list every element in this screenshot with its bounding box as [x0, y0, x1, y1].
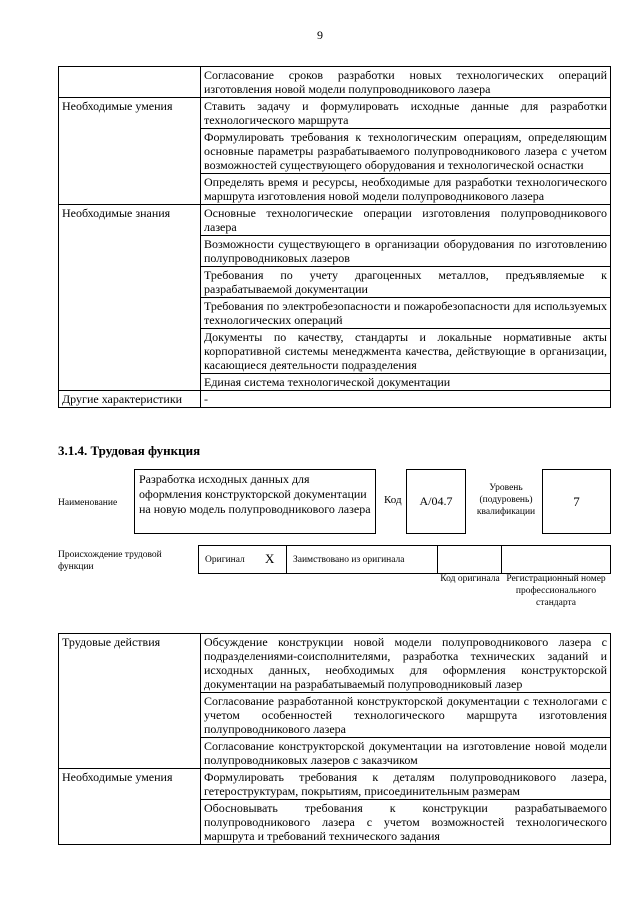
original-box: [198, 545, 287, 574]
row-label: Другие характеристики: [59, 391, 201, 408]
requirements-table-2: [58, 633, 611, 845]
table-cell: Документы по качеству, стандарты и локальные нормативные акты корпоративной системы менеджмента качества, действующие в организации, касающиеся деятельности подразделения: [201, 329, 611, 374]
row-label: [59, 67, 201, 98]
registration-number-box: [501, 545, 611, 574]
row-label: Необходимые умения: [59, 98, 201, 205]
section-title: 3.1.4. Трудовая функция: [58, 443, 201, 458]
table-cell: Согласование конструкторской документации на изготовление новой модели полупроводниковых лазеров с заказчиком: [201, 738, 611, 769]
table-cell: Определять время и ресурсы, необходимые для разработки технологического маршрута изготовления новой модели полупроводникового лазера: [201, 174, 611, 205]
table-row: [59, 205, 611, 236]
code-label: Код: [384, 494, 402, 506]
original-label: Оригинал: [205, 555, 245, 565]
registration-number-caption: Регистрационный номер профессионального стандарта: [506, 574, 606, 608]
table-cell: Ставить задачу и формулировать исходные данные для разработки технологического маршрута: [201, 98, 611, 129]
level-box: [542, 469, 611, 534]
table-row: [59, 67, 611, 98]
table-cell: Возможности существующего в организации оборудования по изготовлению полупроводниковых лазеров: [201, 236, 611, 267]
borrowed-label: Заимствовано из оригинала: [293, 555, 405, 565]
level-value: 7: [573, 494, 580, 509]
table-row: [59, 769, 611, 800]
code-box: [406, 469, 466, 534]
original-code-box: [437, 545, 502, 574]
name-label: Наименование: [58, 498, 118, 508]
row-label: Необходимые умения: [59, 769, 201, 845]
original-code-caption: Код оригинала: [440, 574, 500, 584]
table-row: [59, 634, 611, 693]
function-name-box: [134, 469, 376, 534]
table-cell: Согласование разработанной конструкторской документации с технологами с учетом особенностей технологического маршрута изготовления полупроводникового лазера: [201, 693, 611, 738]
table-cell: Требования по учету драгоценных металлов, предъявляемые к разрабатываемой документации: [201, 267, 611, 298]
table-cell: Основные технологические операции изготовления полупроводникового лазера: [201, 205, 611, 236]
table-cell: Согласование сроков разработки новых технологических операций изготовления новой модели полупроводникового лазера: [201, 67, 611, 98]
table-row: [59, 391, 611, 408]
page-number: 9: [317, 28, 323, 42]
table-cell: Обсуждение конструкции новой модели полупроводникового лазера с подразделениями-соисполнителями, разработка технических заданий и исходных данных, необходимых для оформления конструкторской документации на разрабатываемый полупроводниковый лазер: [201, 634, 611, 693]
table-row: [59, 98, 611, 129]
borrowed-box: [286, 545, 438, 574]
row-label: Трудовые действия: [59, 634, 201, 769]
original-mark: X: [265, 551, 275, 566]
code-value: A/04.7: [419, 494, 453, 508]
table-cell: Требования по электробезопасности и пожаробезопасности для используемых технологических операций: [201, 298, 611, 329]
level-label: Уровень (подуровень) квалификации: [476, 483, 536, 517]
table-cell: Формулировать требования к технологическим операциям, определяющим основные параметры разрабатываемого полупроводникового лазера с учетом возможностей существующего оборудования и технологической оснастки: [201, 129, 611, 174]
table-cell: -: [201, 391, 611, 408]
function-name-value: Разработка исходных данных для оформления конструкторской документации на новую модель полупроводникового лазера: [139, 472, 371, 516]
table-cell: Единая система технологической документации: [201, 374, 611, 391]
row-label: Необходимые знания: [59, 205, 201, 391]
table-cell: Обосновывать требования к конструкции разрабатываемого полупроводникового лазера с учетом возможностей технологического маршрута и требований технического задания: [201, 800, 611, 845]
requirements-table-1: [58, 66, 611, 408]
origin-label: Происхождение трудовой функции: [58, 550, 162, 572]
table-cell: Формулировать требования к деталям полупроводникового лазера, гетероструктурам, покрытиям, присоединительным размерам: [201, 769, 611, 800]
